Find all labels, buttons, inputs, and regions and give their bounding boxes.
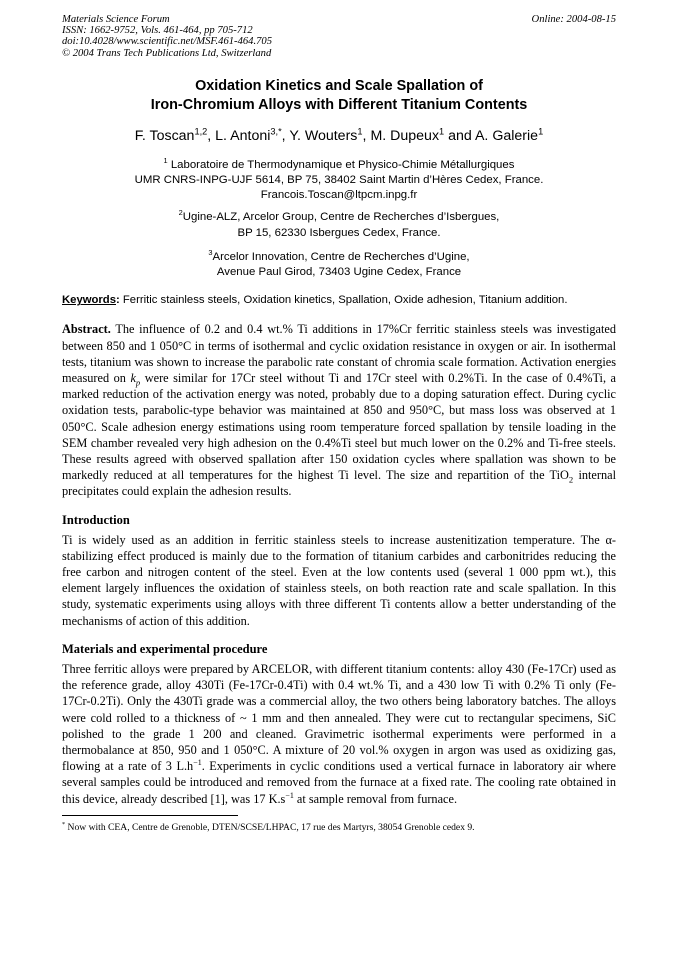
paper-title: [62, 77, 616, 115]
keywords-label: Keywords: [62, 294, 116, 307]
footnote-divider: [62, 815, 238, 816]
online-date: Online: 2004-08-15: [531, 14, 616, 25]
affiliation-line: UMR CNRS-INPG-UJF 5614, BP 75, 38402 Saint Martin d’Hères Cedex, France.: [134, 174, 544, 187]
affiliation-number: 3: [208, 248, 213, 258]
abstract-text: were similar for 17Cr steel without Ti and 17Cr steel with 0.2%Ti. In the case of 0.4%Ti, a marked reduction of the activation energy was noted, probably due to a doping saturation effect. During cyclic oxidation tests, parabolic-type behavior was maintained at 850 and 950°C, but mass loss was observed at 1 050°C. Scale adhesion energy estimations using room temperature forced spallation by tensile loading in the SEM chamber revealed very high adhesion on the 0.4%Ti steel but much lower on the 0.2% and Ti-free steels. These results agreed with observed spallation after 150 oxidation cycles where spallation was shown to be markedly reduced at all temperatures for the highest Ti level. The size and repartition of the: [62, 371, 616, 483]
footnote-text: Now with CEA, Centre de Grenoble, DTEN/SCSE/LHPAC, 17 rue des Martyrs, 38054 Grenoble cedex 9.: [67, 821, 475, 833]
unit-exponent: −1: [193, 758, 202, 768]
doi-line: doi:10.4028/www.scientific.net/MSF.461-464.705: [62, 36, 272, 48]
section-heading-introduction: Introduction: [62, 512, 130, 527]
footnote: [62, 822, 616, 834]
author-name: F. Toscan: [134, 127, 195, 144]
abstract-label: Abstract.: [62, 322, 111, 337]
materials-text: Three ferritic alloys were prepared by ARCELOR, with different titanium contents: alloy 430 (Fe-17Cr) used as the reference grade, alloy 430Ti (Fe-17Cr-0.4Ti) with 0.4 wt.% Ti, and a 430 low Ti with 0.2% Ti only (Fe-17Cr-0.2Ti). Only the 430Ti grade was a commercial alloy, the two others being laboratory batches. The alloys were cold rolled to a thickness of ~ 1 mm and then annealed. They were cut to rectangular specimens, SiC polished to the grade 1 200 and cleaned. Gravimetric isothermal experiments were performed in a thermobalance at 850, 950 and 1 050°C. A mixture of 20 vol.% oxygen in argon was used as oxidizing gas, flowing at a rate of 3 L.h: [62, 661, 616, 774]
author-separator: ,: [207, 127, 216, 144]
affiliation-1: [62, 158, 616, 204]
affiliation-number: 2: [178, 208, 183, 218]
author-name: M. Dupeux: [370, 127, 440, 144]
copyright-line: © 2004 Trans Tech Publications Ltd, Switzerland: [62, 47, 272, 59]
materials-text: . Experiments in cyclic conditions used a vertical furnace in laboratory air where several samples could be introduced and removed from the furnace at a fixed rate. The cooling rate obtained in this device, already described [1], was 17 K.s: [62, 759, 616, 806]
rate-constant-symbol: k: [130, 371, 136, 386]
keywords-text: Ferritic stainless steels, Oxidation kinetics, Spallation, Oxide adhesion, Titanium addition.: [122, 294, 568, 307]
affiliation-line: Ugine-ALZ, Arcelor Group, Centre de Recherches d’Isbergues,: [182, 211, 500, 224]
abstract-text: internal precipitates could explain the adhesion results.: [62, 468, 617, 499]
author-affiliation-mark: 1,2: [194, 126, 208, 137]
author-separator: and: [444, 127, 475, 144]
affiliation-line: Arcelor Innovation, Centre de Recherches d’Ugine,: [212, 250, 470, 263]
author-affiliation-mark: 1: [538, 126, 544, 137]
keywords: [62, 293, 616, 307]
unit-exponent: −1: [285, 790, 294, 800]
abstract: [62, 321, 616, 499]
journal-header: [62, 14, 616, 59]
author-email-link[interactable]: Francois.Toscan@ltpcm.inpg.fr: [260, 189, 418, 202]
affiliation-number: 1: [163, 156, 168, 166]
author-affiliation-mark: 3,*: [270, 126, 282, 137]
materials-paragraph: [62, 661, 616, 807]
affiliation-line: BP 15, 62330 Isbergues Cedex, France.: [237, 226, 441, 239]
affiliation-line: Avenue Paul Girod, 73403 Ugine Cedex, France: [216, 266, 462, 279]
affiliation-line: Laboratoire de Thermodynamique et Physico-Chimie Métallurgiques: [170, 158, 515, 171]
author-name: Y. Wouters: [289, 127, 358, 144]
affiliation-2: [62, 210, 616, 240]
journal-name: Materials Science Forum: [62, 14, 170, 25]
section-heading-materials: Materials and experimental procedure: [62, 641, 268, 656]
title-line-1: Oxidation Kinetics and Scale Spallation of: [195, 77, 483, 94]
author-affiliation-mark: 1: [357, 126, 363, 137]
introduction-paragraph: Ti is widely used as an addition in ferritic stainless steels to increase austenitization temperature. The α-stabilizing effect produced is mainly due to the formation of titanium carbides and carbonitrides reducing the free carbon and nitrogen content of the steel. Even at the low contents used (several 1 000 ppm wt.), this element largely influences the oxidation of stainless steels, on both reaction rate and scale spallation. In this study, systematic experiments using alloys with three different Ti contents allow a better understanding of the mechanisms of action of this addition.: [62, 532, 616, 628]
tio2-formula: TiO: [549, 468, 569, 483]
issn-line: ISSN: 1662-9752, Vols. 461-464, pp 705-712: [62, 25, 253, 37]
author-separator: ,: [281, 127, 290, 144]
tio2-subscript: 2: [568, 474, 574, 485]
keywords-colon: :: [116, 294, 120, 307]
rate-constant-subscript: p: [135, 377, 141, 388]
abstract-text: The influence of 0.2 and 0.4 wt.% Ti additions in 17%Cr ferritic stainless steels was investigated between 850 and 1 050°C in terms of isothermal and cyclic oxidation resistance in oxygen or air. In isothermal tests, titanium was shown to increase the parabolic rate constant of chromia scale formation. Activation energies measured on: [62, 322, 617, 386]
author-affiliation-mark: 1: [439, 126, 445, 137]
author-list: [62, 127, 616, 145]
title-line-2: Iron-Chromium Alloys with Different Titanium Contents: [150, 96, 528, 113]
author-name: A. Galerie: [474, 127, 539, 144]
affiliation-3: [62, 250, 616, 280]
author-name: L. Antoni: [215, 127, 271, 144]
materials-text: at sample removal from furnace.: [293, 791, 458, 806]
footnote-mark: *: [62, 820, 66, 828]
author-separator: ,: [362, 127, 371, 144]
